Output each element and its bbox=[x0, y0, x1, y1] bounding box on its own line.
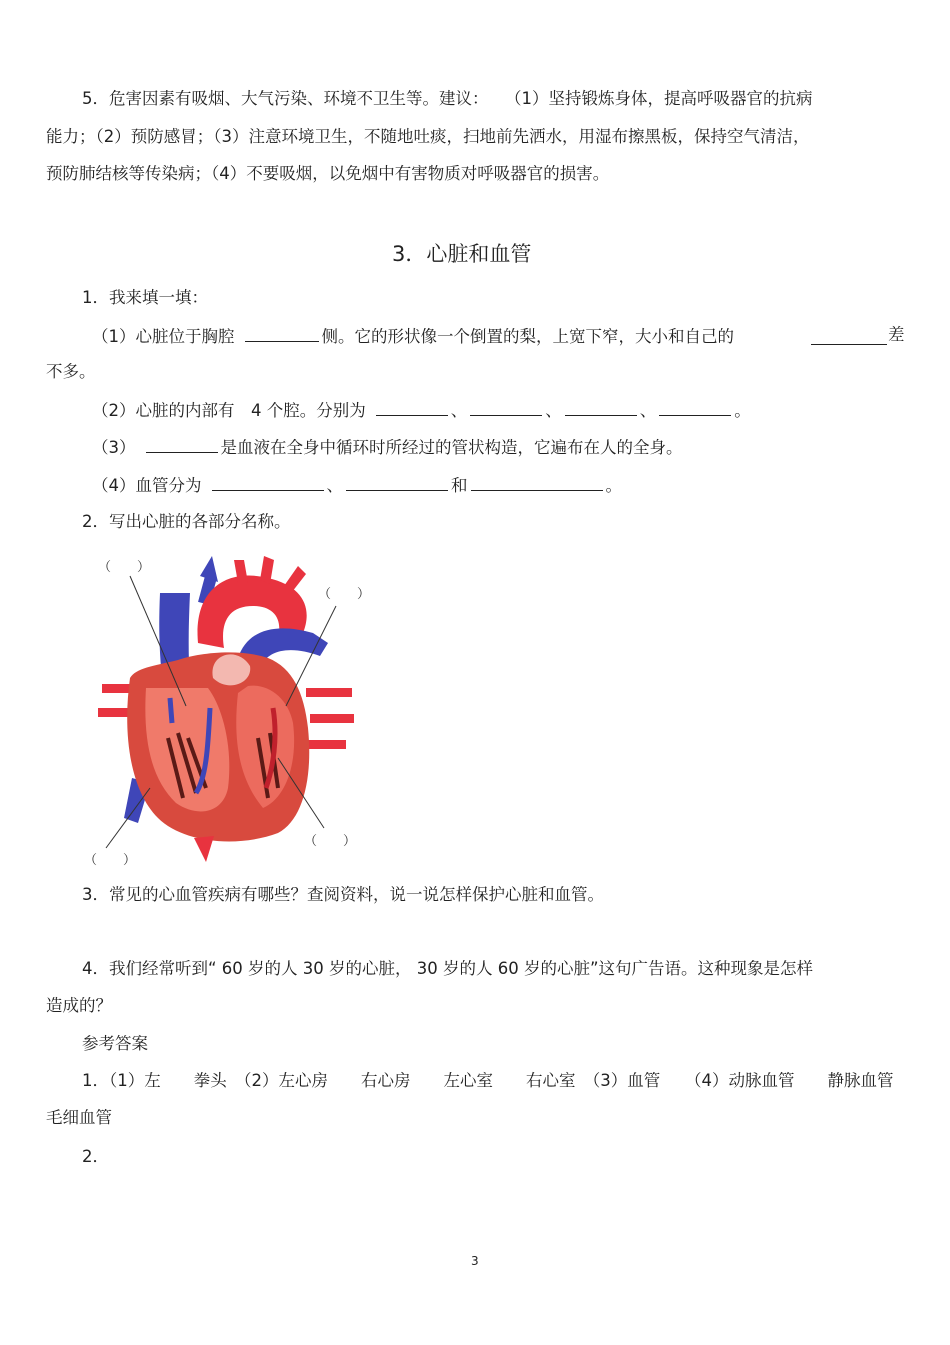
q1-item-1-mid: 侧。它的形状像一个倒置的梨，上宽下窄，大小和自己的 bbox=[321, 327, 734, 346]
prev-answer-line-1: 5．危害因素有吸烟、大气污染、环境不卫生等。建议： （1）坚持锻炼身体，提高呼吸器官的抗病 bbox=[82, 89, 813, 108]
q1-item-2 bbox=[92, 398, 751, 422]
q4-line-2: 造成的？ bbox=[46, 996, 112, 1015]
answers-heading: 参考答案 bbox=[82, 1034, 148, 1053]
separator: 、 bbox=[326, 476, 343, 495]
q1-item-1-line-2: 不多。 bbox=[46, 362, 96, 381]
q1-item-1-end: 差 bbox=[888, 325, 905, 344]
blank-7[interactable] bbox=[146, 435, 218, 453]
answers-line-2: 毛细血管 bbox=[46, 1108, 112, 1127]
separator: 、 bbox=[639, 401, 657, 420]
q2-heading: 2．写出心脏的各部分名称。 bbox=[82, 512, 291, 531]
q1-heading: 1．我来填一填： bbox=[82, 288, 208, 307]
q1-item-2-pre: （2）心脏的内部有 4 个腔。分别为 bbox=[92, 401, 366, 420]
end-mark: 。 bbox=[734, 401, 751, 420]
blank-2[interactable] bbox=[811, 327, 887, 345]
blank-5[interactable] bbox=[565, 398, 637, 416]
q4-line-1: 4．我们经常听到“ 60 岁的人 30 岁的心脏， 30 岁的人 60 岁的心脏”这句广告语。这种现象是怎样 bbox=[82, 959, 814, 978]
bottom-arrow bbox=[194, 836, 214, 862]
leader-line-bottom-left bbox=[106, 788, 150, 848]
q1-item-3 bbox=[92, 435, 683, 459]
q3-text: 3．常见的心血管疾病有哪些？查阅资料，说一说怎样保护心脏和血管。 bbox=[82, 885, 604, 904]
section-title: 3．心脏和血管 bbox=[392, 242, 532, 266]
label-blank-bottom-right[interactable]: （ ） bbox=[304, 834, 357, 849]
blank-6[interactable] bbox=[659, 398, 731, 416]
blank-10[interactable] bbox=[471, 473, 603, 491]
blank-9[interactable] bbox=[346, 473, 448, 491]
q1-item-1 bbox=[92, 324, 734, 348]
and-word: 和 bbox=[451, 476, 468, 495]
prev-answer-line-3: 预防肺结核等传染病；（4）不要吸烟，以免烟中有害物质对呼吸器官的损害。 bbox=[46, 164, 610, 183]
aorta-branch-3 bbox=[284, 566, 306, 592]
blank-3[interactable] bbox=[376, 398, 448, 416]
blank-4[interactable] bbox=[470, 398, 542, 416]
q1-item-3-post: 是血液在全身中循环时所经过的管状构造，它遍布在人的全身。 bbox=[220, 438, 683, 457]
blank-8[interactable] bbox=[212, 473, 324, 491]
blank-1[interactable] bbox=[245, 324, 319, 342]
q1-item-4 bbox=[92, 473, 622, 497]
q1-item-4-pre: （4）血管分为 bbox=[92, 476, 202, 495]
label-blank-bottom-left[interactable]: （ ） bbox=[84, 853, 137, 868]
pulmonary-vein-right-3 bbox=[306, 740, 346, 749]
separator: 、 bbox=[450, 401, 468, 420]
q1-item-3-pre: （3） bbox=[92, 438, 136, 457]
pulmonary-vein-right-1 bbox=[306, 688, 352, 697]
prev-answer-line-2: 能力；（2）预防感冒；（3）注意环境卫生，不随地吐痰，扫地前先洒水，用湿布擦黑板，保持空气清洁， bbox=[46, 127, 810, 146]
label-blank-top-right[interactable]: （ ） bbox=[318, 587, 371, 602]
separator: 、 bbox=[545, 401, 562, 420]
end-mark: 。 bbox=[605, 476, 622, 495]
answers-line-1: 1．（1）左 拳头 （2）左心房 右心房 左心室 右心室 （3）血管 （4）动脉血管 静脉血管 bbox=[82, 1071, 894, 1090]
page-number: 3 bbox=[471, 1254, 479, 1268]
pulmonary-vein-right-2 bbox=[310, 714, 354, 723]
answers-line-3: 2． bbox=[82, 1147, 109, 1166]
label-blank-top-left[interactable]: （ ） bbox=[98, 560, 151, 575]
q1-item-1-pre: （1）心脏位于胸腔 bbox=[92, 327, 235, 346]
